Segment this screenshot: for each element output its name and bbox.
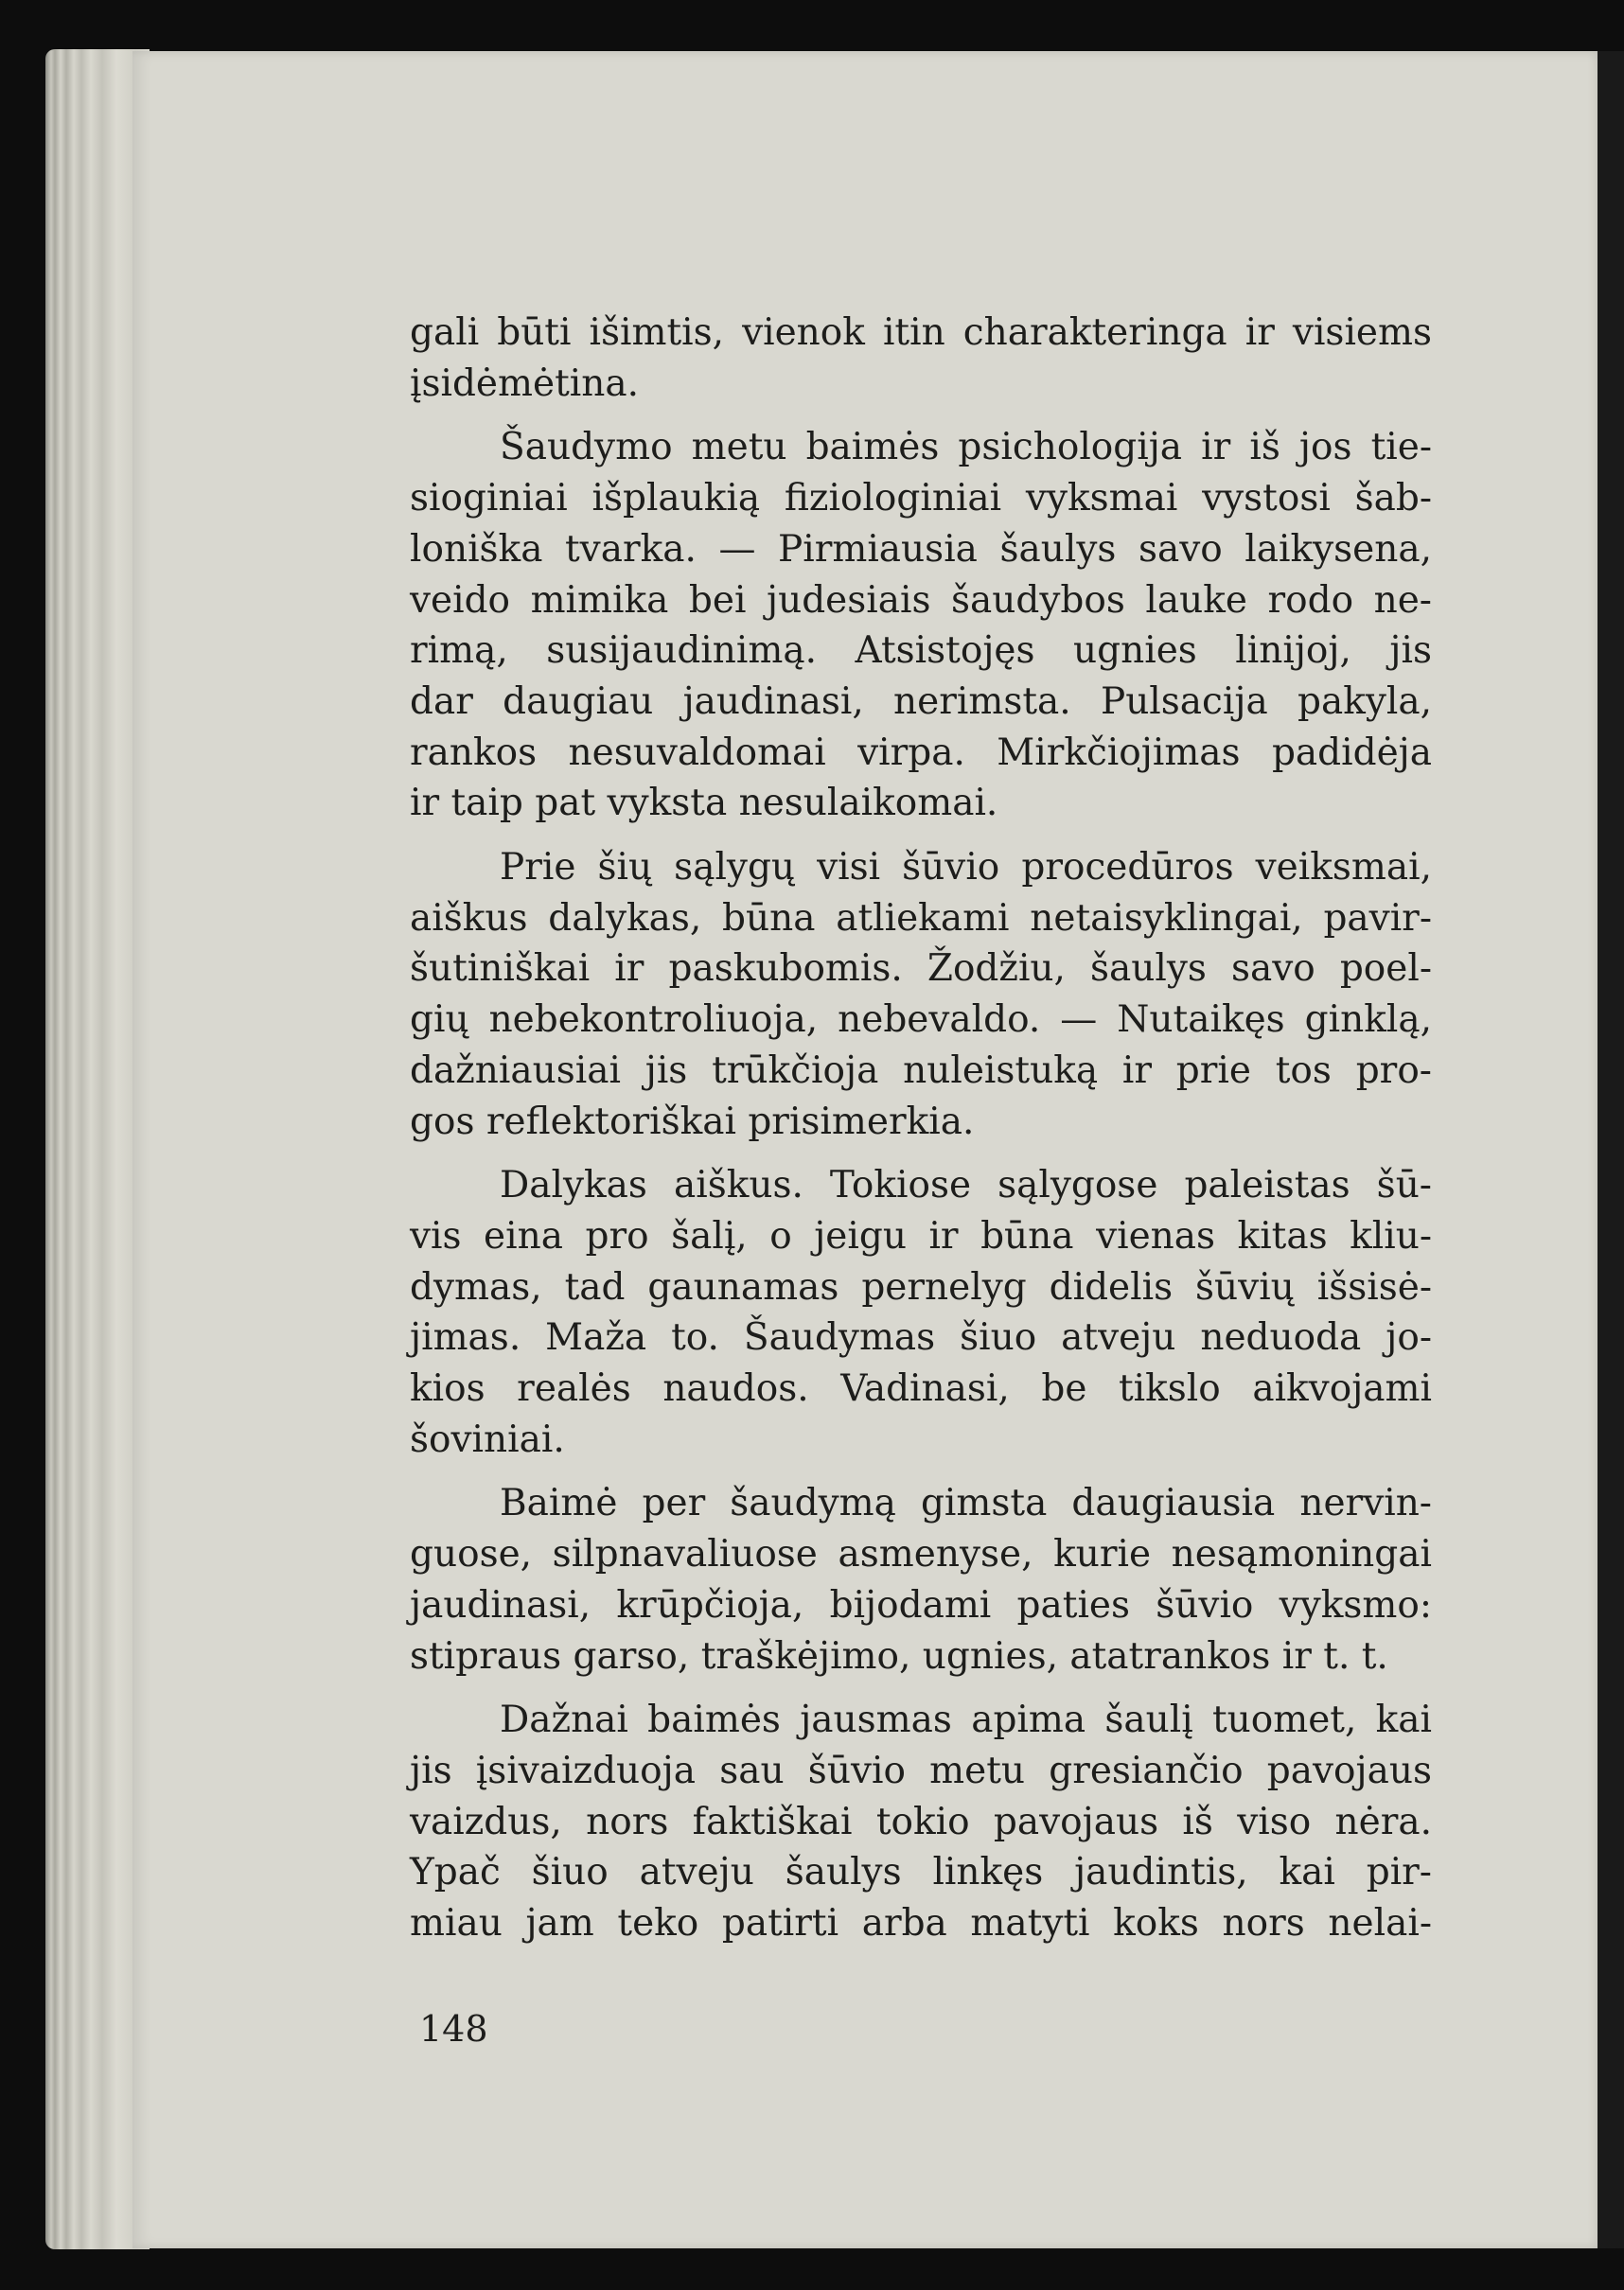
text-line: Prie šių sąlygų visi šūvio procedūros veiksmai, — [500, 846, 1432, 890]
text-line: kios realės naudos. Vadinasi, be tikslo aikvojami — [410, 1367, 1432, 1411]
text-line: įsidėmėtina. — [410, 361, 639, 405]
text-line: veido mimika bei judesiais šaudybos lauke rodo ne- — [410, 578, 1432, 622]
page-number: 148 — [419, 2008, 488, 2050]
text-line: Dalykas aiškus. Tokiose sąlygose paleistas šū- — [500, 1164, 1432, 1207]
paragraph-2 — [410, 422, 1432, 829]
text-line: vis eina pro šalį, o jeigu ir būna vienas kitas kliu- — [410, 1214, 1432, 1258]
text-line: Šaudymo metu baimės psichologija ir iš jos tie- — [500, 426, 1432, 469]
paragraph-6 — [410, 1695, 1432, 1949]
text-line: jaudinasi, krūpčioja, bijodami paties šūvio vyksmo: — [410, 1583, 1432, 1627]
paragraph-1 — [410, 308, 1432, 409]
body-text — [410, 308, 1432, 1949]
text-line: sioginiai išplaukią fiziologiniai vyksmai vystosi šab- — [410, 477, 1432, 520]
text-line: jimas. Maža to. Šaudymas šiuo atveju neduoda jo- — [410, 1316, 1432, 1360]
text-line: jis įsivaizduoja sau šūvio metu gresiančio pavojaus — [410, 1749, 1432, 1792]
text-line: aiškus dalykas, būna atliekami netaisyklingai, pavir- — [410, 896, 1432, 940]
text-line: rimą, susijaudinimą. Atsistojęs ugnies linijoj, jis — [410, 629, 1432, 673]
binding-edge — [1598, 51, 1624, 2248]
text-line: dymas, tad gaunamas pernelyg didelis šūvių išsisė- — [410, 1265, 1432, 1309]
text-line: gių nebekontroliuoja, nebevaldo. — Nutaikęs ginklą, — [410, 998, 1432, 1042]
text-line: Dažnai baimės jausmas apima šaulį tuomet, kai — [500, 1699, 1432, 1742]
paragraph-4 — [410, 1160, 1432, 1465]
text-line: miau jam teko patirti arba matyti koks nors nelai- — [410, 1902, 1432, 1946]
text-line: šutiniškai ir paskubomis. Žodžiu, šaulys savo poel- — [410, 947, 1432, 991]
text-line: dar daugiau jaudinasi, nerimsta. Pulsacija pakyla, — [410, 679, 1432, 723]
text-line: šoviniai. — [410, 1418, 565, 1461]
text-line: rankos nesuvaldomai virpa. Mirkčiojimas padidėja — [410, 731, 1432, 774]
text-line: Baimė per šaudymą gimsta daugiausia nervin- — [500, 1482, 1432, 1525]
text-line: stipraus garso, traškėjimo, ugnies, atatrankos ir t. t. — [410, 1634, 1388, 1678]
text-line: gos reflektoriškai prisimerkia. — [410, 1100, 975, 1143]
text-line: vaizdus, nors faktiškai tokio pavojaus iš viso nėra. — [410, 1800, 1432, 1843]
paragraph-5 — [410, 1478, 1432, 1682]
text-line: guose, silpnavaliuose asmenyse, kurie nesąmoningai — [410, 1533, 1432, 1577]
text-line: Ypač šiuo atveju šaulys linkęs jaudintis, kai pir- — [410, 1851, 1432, 1894]
text-line: dažniausiai jis trūkčioja nuleistuką ir prie tos pro- — [410, 1048, 1432, 1092]
text-line: ir taip pat vyksta nesulaikomai. — [410, 782, 998, 825]
text-line: loniška tvarka. — Pirmiausia šaulys savo laikysena, — [410, 527, 1432, 571]
text-line: gali būti išimtis, vienok itin charakteringa ir visiems — [410, 311, 1432, 354]
paragraph-3 — [410, 842, 1432, 1147]
